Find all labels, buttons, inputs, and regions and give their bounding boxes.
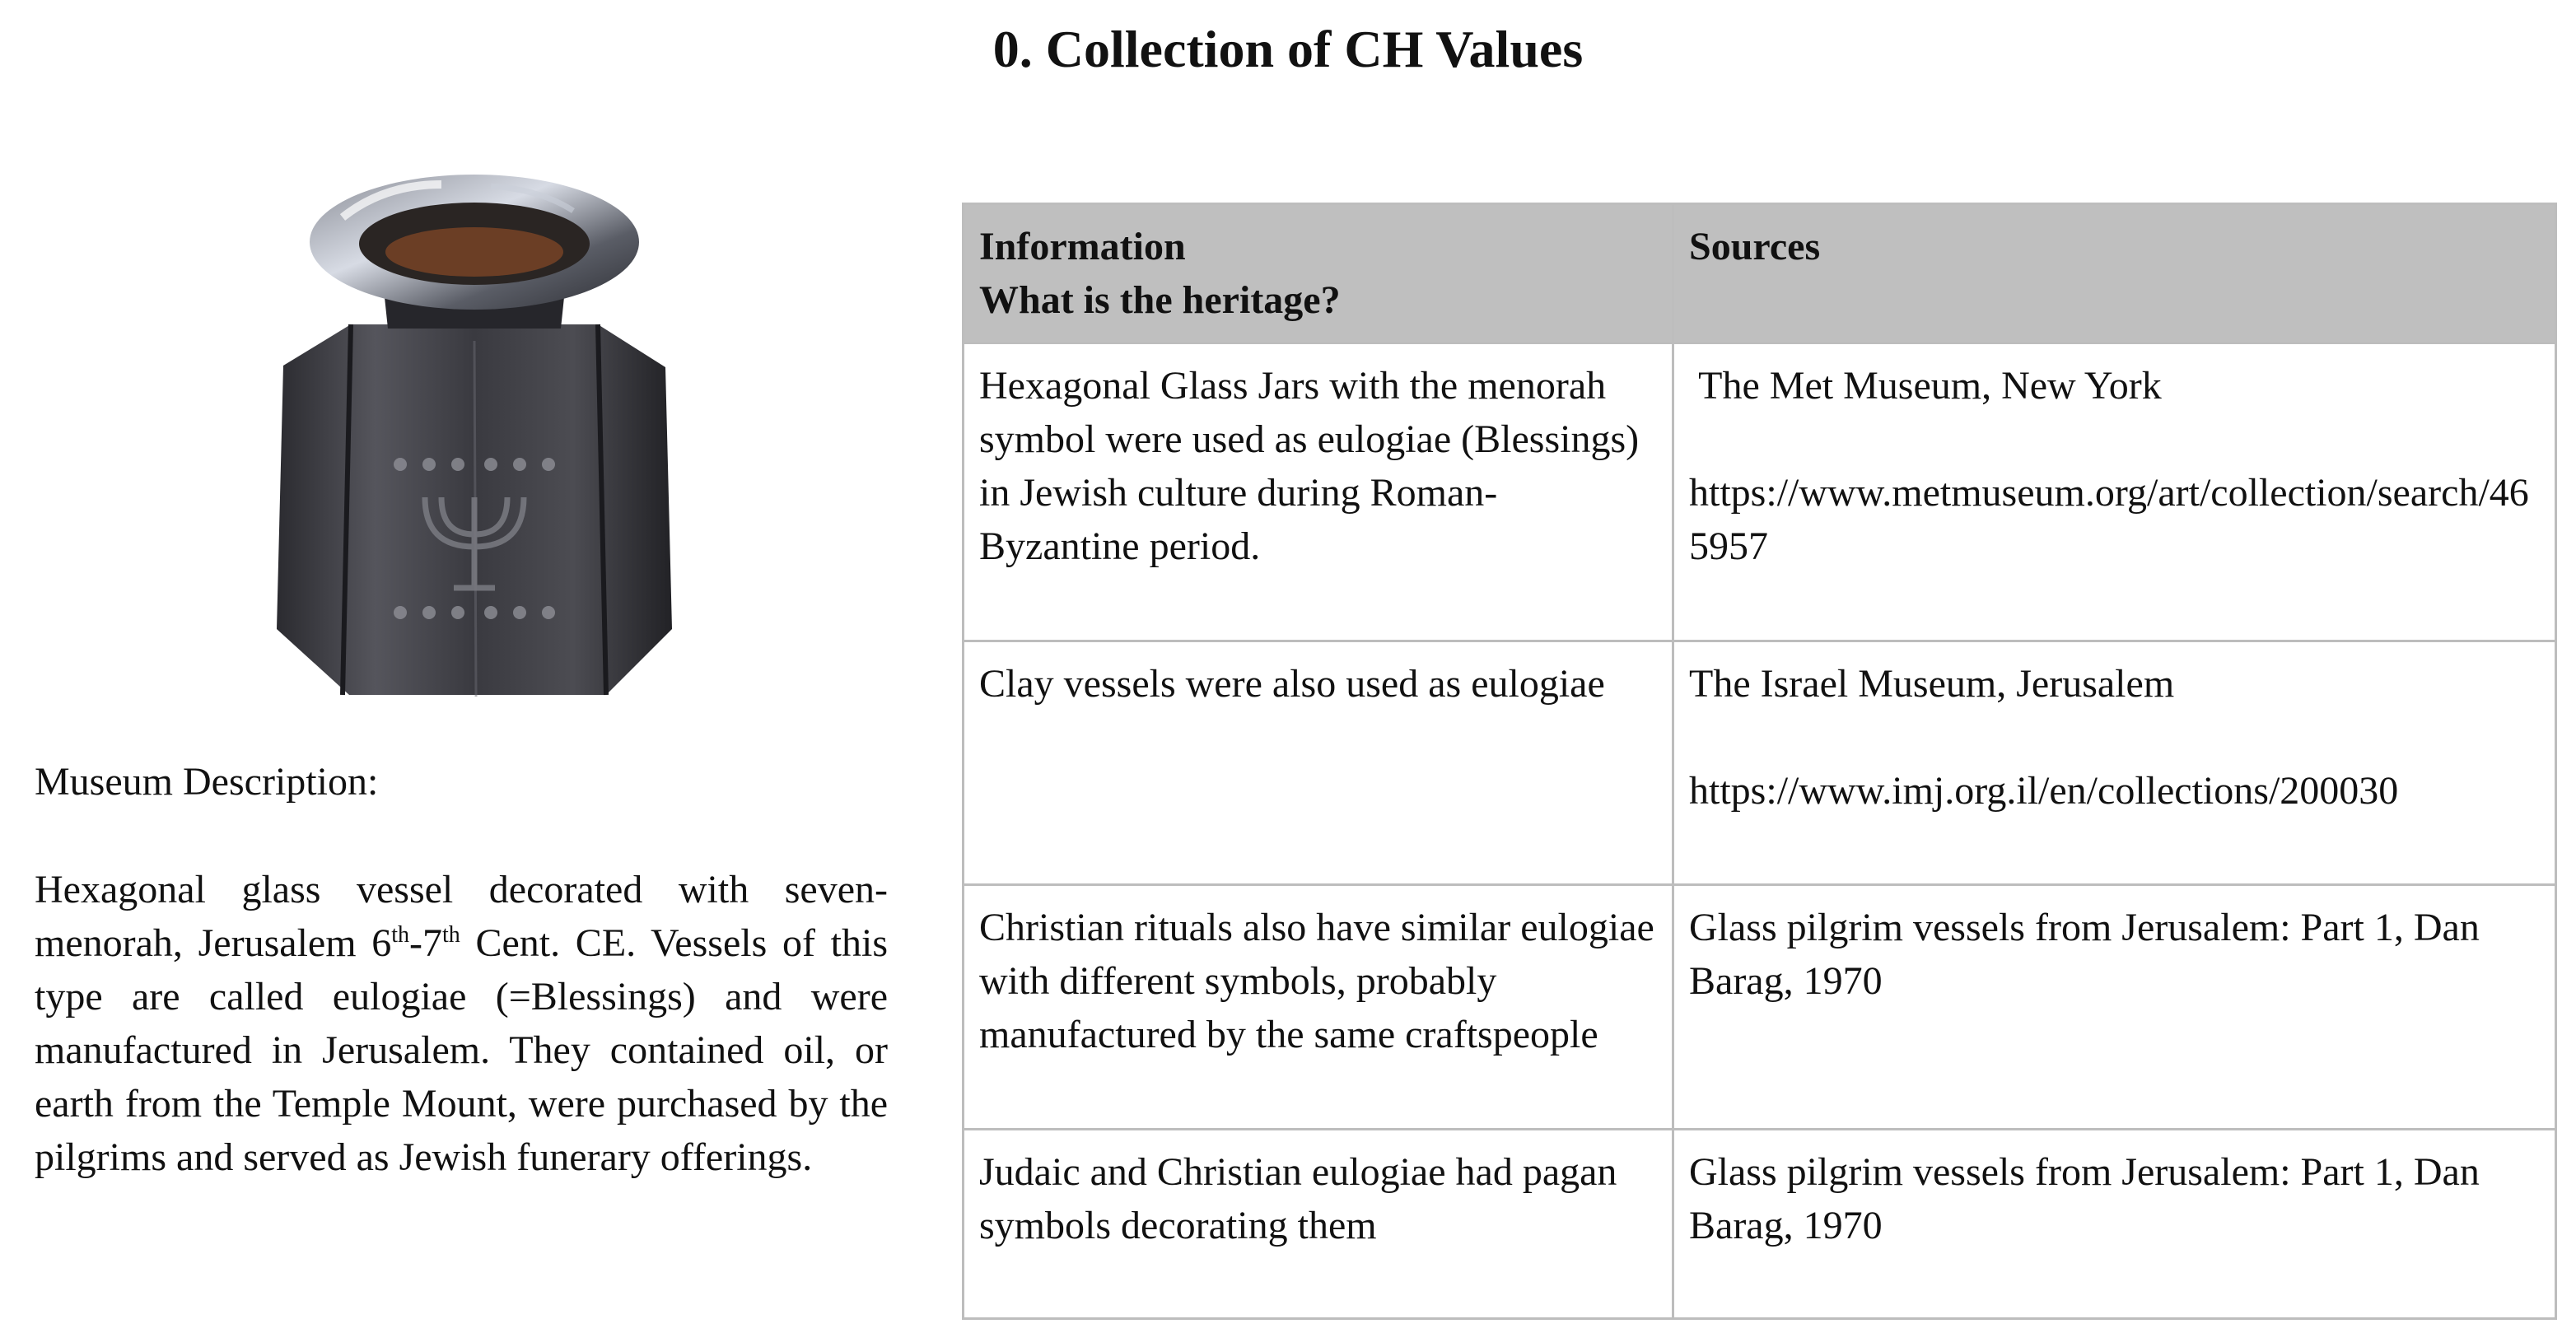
sources-cell (1673, 641, 2556, 885)
description-text-part: Cent. CE. Vessels of this type are called eulogiae (=Blessings) and were manufactured in Jerusalem. They contained oil, or earth from the Temple Mount, were purchased by the pilgrims and served as Jewish funerary offerings. (35, 921, 888, 1179)
hexagonal-glass-jar-illustration (244, 151, 705, 711)
header-sources: Sources (1673, 204, 2556, 343)
source-link[interactable]: https://www.imj.org.il/en/collections/200030 (1689, 769, 2399, 813)
source-link[interactable]: https://www.metmuseum.org/art/collection/search/465957 (1689, 471, 2529, 568)
description-superscript: th (442, 922, 460, 948)
source-name: The Met Museum, New York (1689, 364, 2162, 408)
description-superscript: th (391, 922, 410, 948)
table-row (964, 343, 2556, 641)
information-cell: Christian rituals also have similar eulogiae with different symbols, probably manufactured by the same craftspeople (964, 885, 1673, 1130)
heritage-sources-table (962, 203, 2557, 1320)
header-information-subtitle: What is the heritage? (979, 278, 1341, 322)
source-name: The Israel Museum, Jerusalem (1689, 662, 2175, 706)
sources-cell: Glass pilgrim vessels from Jerusalem: Part 1, Dan Barag, 1970 (1673, 1130, 2556, 1319)
description-text-part: Hexagonal glass vessel decorated with seven-menorah, Jerusalem 6 (35, 868, 888, 965)
header-information (964, 204, 1673, 343)
header-information-title: Information (979, 225, 1186, 268)
page-title: 0. Collection of CH Values (992, 20, 1584, 78)
artifact-image (244, 151, 705, 711)
museum-description-label: Museum Description: (35, 760, 379, 804)
table-row (964, 885, 2556, 1130)
sources-cell: Glass pilgrim vessels from Jerusalem: Part 1, Dan Barag, 1970 (1673, 885, 2556, 1130)
sources-cell (1673, 343, 2556, 641)
table-row (964, 1130, 2556, 1319)
museum-description-text (35, 863, 888, 1184)
information-cell: Clay vessels were also used as eulogiae (964, 641, 1673, 885)
information-cell: Hexagonal Glass Jars with the menorah symbol were used as eulogiae (Blessings) in Jewish culture during Roman-Byzantine period. (964, 343, 1673, 641)
table-row (964, 641, 2556, 885)
information-cell: Judaic and Christian eulogiae had pagan symbols decorating them (964, 1130, 1673, 1319)
description-text-part: -7 (409, 921, 442, 965)
table-header-row (964, 204, 2556, 343)
